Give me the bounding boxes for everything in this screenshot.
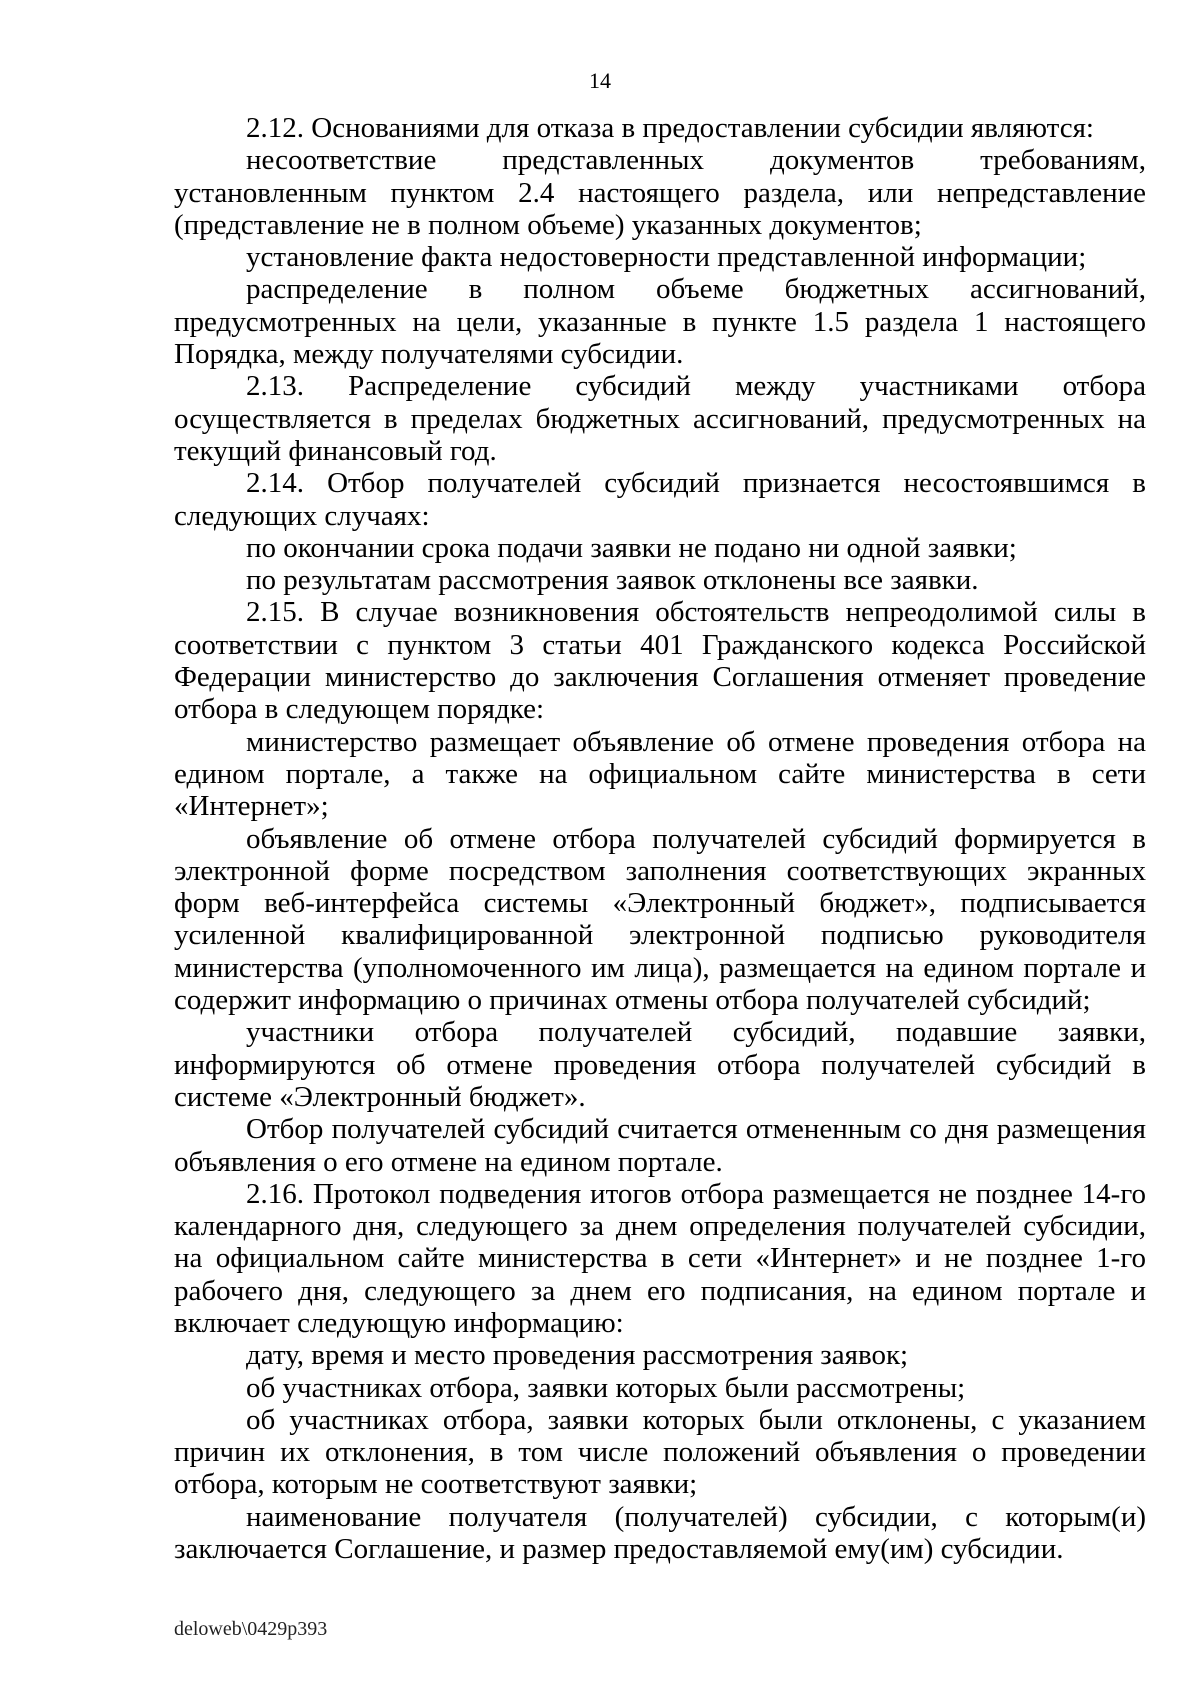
paragraph: министерство размещает объявление об отмене проведения отбора на едином портале, а также на официальном сайте министерства в сети «Интернет»; (174, 725, 1146, 823)
paragraph: 2.15. В случае возникновения обстоятельств непреодолимой силы в соответствии с пунктом 3 статьи 401 Гражданского кодекса Российской Федерации министерство до заключения Соглашения отменяет проведение отбора в следующем порядке: (174, 596, 1146, 726)
paragraph: распределение в полном объеме бюджетных ассигнований, предусмотренных на цели, указанные в пункте 1.5 раздела 1 настоящего Порядка, между получателями субсидии. (174, 273, 1146, 371)
paragraph: по результатам рассмотрения заявок отклонены все заявки. (246, 564, 979, 597)
paragraph: дату, время и место проведения рассмотрения заявок; (246, 1339, 909, 1372)
page-number: 14 (589, 68, 611, 93)
paragraph: по окончании срока подачи заявки не подано ни одной заявки; (246, 531, 1017, 564)
paragraph: 2.13. Распределение субсидий между участниками отбора осуществляется в пределах бюджетных ассигнований, предусмотренных на текущий финансовый год. (174, 370, 1146, 467)
paragraph: объявление об отмене отбора получателей субсидий формируется в электронной форме посредством заполнения соответствующих экранных форм веб-интерфейса системы «Электронный бюджет», подписывается усиленной квалифицированной электронной подписью руководителя министерства (уполномоченного им лица), размещается на едином портале и содержит информацию о причинах отмены отбора получателей субсидий; (174, 822, 1146, 1017)
paragraph: установление факта недостоверности представленной информации; (246, 241, 1087, 274)
paragraph: 2.16. Протокол подведения итогов отбора размещается не позднее 14-го календарного дня, следующего за днем определения получателей субсидии, на официальном сайте министерства в сети «Интернет» и не позднее 1-го рабочего дня, следующего за днем его подписания, на едином портале и включает следующую информацию: (174, 1177, 1146, 1339)
paragraph: несоответствие представленных документов требованиям, установленным пунктом 2.4 настоящего раздела, или непредставление (представление не в полном объеме) указанных документов; (174, 144, 1146, 241)
paragraph: 2.12. Основаниями для отказа в предоставлении субсидии являются: (246, 112, 1094, 144)
document-body (174, 112, 1146, 1565)
paragraph: об участниках отбора, заявки которых были рассмотрены; (246, 1371, 966, 1404)
paragraph: об участниках отбора, заявки которых были отклонены, с указанием причин их отклонения, в том числе положений объявления о проведении отбора, которым не соответствуют заявки; (174, 1403, 1146, 1501)
document-registry-code: deloweb\0429p393 (174, 1618, 328, 1640)
paragraph: участники отбора получателей субсидий, подавшие заявки, информируются об отмене проведения отбора получателей субсидий в системе «Электронный бюджет». (174, 1016, 1146, 1113)
paragraph: 2.14. Отбор получателей субсидий признается несостоявшимся в следующих случаях: (174, 467, 1146, 532)
paragraph: наименование получателя (получателей) субсидии, с которым(и) заключается Соглашение, и размер предоставляемой ему(им) субсидии. (174, 1500, 1146, 1566)
paragraph: Отбор получателей субсидий считается отмененным со дня размещения объявления о его отмене на едином портале. (174, 1113, 1146, 1178)
